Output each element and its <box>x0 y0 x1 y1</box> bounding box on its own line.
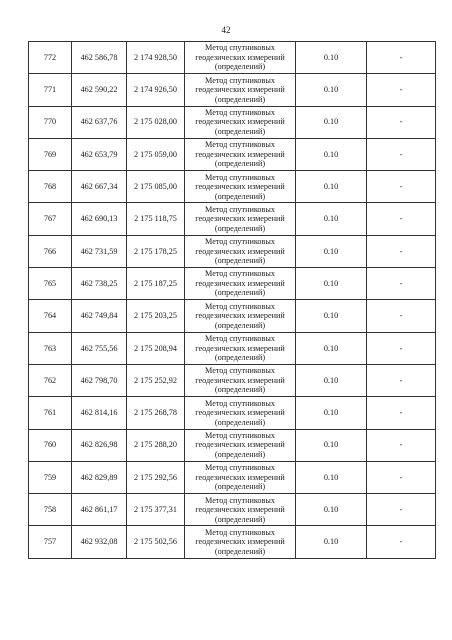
x-coordinate-cell: 462 653,79 <box>72 138 127 170</box>
x-coordinate-cell: 462 749,84 <box>72 300 127 332</box>
method-line: (определений) <box>214 126 266 136</box>
method-line: (определений) <box>214 223 266 233</box>
method-line: геодезических измерений <box>195 117 285 127</box>
method-line: Метод спутниковых <box>205 366 275 376</box>
method-line: Метод спутниковых <box>205 301 275 311</box>
table-row <box>29 268 436 300</box>
method-cell <box>185 203 296 235</box>
method-cell <box>185 106 296 138</box>
method-line: геодезических измерений <box>195 472 285 482</box>
method-line: (определений) <box>214 449 266 459</box>
coordinates-table <box>28 41 436 559</box>
y-coordinate-cell: 2 175 028,00 <box>127 106 185 138</box>
x-coordinate-cell: 462 738,25 <box>72 268 127 300</box>
y-coordinate-cell: 2 175 085,00 <box>127 171 185 203</box>
note-cell: - <box>367 138 436 170</box>
method-line: Метод спутниковых <box>205 398 275 408</box>
method-line: Метод спутниковых <box>205 237 275 247</box>
method-line: Метод спутниковых <box>205 204 275 214</box>
y-coordinate-cell: 2 174 926,50 <box>127 74 185 106</box>
table-row <box>29 332 436 364</box>
x-coordinate-cell: 462 586,78 <box>72 42 127 74</box>
point-number-cell: 767 <box>29 203 72 235</box>
table-row <box>29 106 436 138</box>
accuracy-cell: 0.10 <box>296 235 367 267</box>
accuracy-cell: 0.10 <box>296 332 367 364</box>
method-line: геодезических измерений <box>195 149 285 159</box>
accuracy-cell: 0.10 <box>296 526 367 558</box>
point-number-cell: 771 <box>29 74 72 106</box>
point-number-cell: 757 <box>29 526 72 558</box>
note-cell: - <box>367 106 436 138</box>
x-coordinate-cell: 462 932,08 <box>72 526 127 558</box>
method-line: Метод спутниковых <box>205 43 275 53</box>
note-cell: - <box>367 526 436 558</box>
y-coordinate-cell: 2 175 292,56 <box>127 461 185 493</box>
table-row <box>29 364 436 396</box>
method-line: (определений) <box>214 159 266 169</box>
method-cell <box>185 42 296 74</box>
accuracy-cell: 0.10 <box>296 397 367 429</box>
method-line: геодезических измерений <box>195 52 285 62</box>
method-line: геодезических измерений <box>195 182 285 192</box>
page-number: 42 <box>221 25 231 35</box>
method-line: (определений) <box>214 482 266 492</box>
method-cell <box>185 235 296 267</box>
point-number-cell: 768 <box>29 171 72 203</box>
point-number-cell: 766 <box>29 235 72 267</box>
method-line: геодезических измерений <box>195 537 285 547</box>
y-coordinate-cell: 2 175 268,78 <box>127 397 185 429</box>
accuracy-cell: 0.10 <box>296 42 367 74</box>
x-coordinate-cell: 462 798,70 <box>72 364 127 396</box>
x-coordinate-cell: 462 826,98 <box>72 429 127 461</box>
y-coordinate-cell: 2 175 377,31 <box>127 494 185 526</box>
method-cell <box>185 332 296 364</box>
method-line: Метод спутниковых <box>205 140 275 150</box>
point-number-cell: 772 <box>29 42 72 74</box>
table-row <box>29 42 436 74</box>
table-row <box>29 300 436 332</box>
note-cell: - <box>367 461 436 493</box>
accuracy-cell: 0.10 <box>296 300 367 332</box>
accuracy-cell: 0.10 <box>296 74 367 106</box>
note-cell: - <box>367 268 436 300</box>
method-line: (определений) <box>214 514 266 524</box>
table-row <box>29 526 436 558</box>
method-line: (определений) <box>214 94 266 104</box>
note-cell: - <box>367 397 436 429</box>
y-coordinate-cell: 2 175 252,92 <box>127 364 185 396</box>
table-row <box>29 203 436 235</box>
point-number-cell: 761 <box>29 397 72 429</box>
point-number-cell: 769 <box>29 138 72 170</box>
method-line: Метод спутниковых <box>205 107 275 117</box>
accuracy-cell: 0.10 <box>296 429 367 461</box>
method-line: геодезических измерений <box>195 375 285 385</box>
method-line: Метод спутниковых <box>205 334 275 344</box>
note-cell: - <box>367 171 436 203</box>
table-row <box>29 235 436 267</box>
y-coordinate-cell: 2 175 059,00 <box>127 138 185 170</box>
method-line: Метод спутниковых <box>205 269 275 279</box>
point-number-cell: 762 <box>29 364 72 396</box>
table-row <box>29 138 436 170</box>
method-cell <box>185 138 296 170</box>
x-coordinate-cell: 462 829,89 <box>72 461 127 493</box>
note-cell: - <box>367 42 436 74</box>
y-coordinate-cell: 2 175 203,25 <box>127 300 185 332</box>
method-line: (определений) <box>214 417 266 427</box>
point-number-cell: 765 <box>29 268 72 300</box>
table-row <box>29 74 436 106</box>
y-coordinate-cell: 2 174 928,50 <box>127 42 185 74</box>
point-number-cell: 758 <box>29 494 72 526</box>
y-coordinate-cell: 2 175 178,25 <box>127 235 185 267</box>
x-coordinate-cell: 462 690,13 <box>72 203 127 235</box>
method-line: геодезических измерений <box>195 440 285 450</box>
method-cell <box>185 461 296 493</box>
point-number-cell: 764 <box>29 300 72 332</box>
x-coordinate-cell: 462 861,17 <box>72 494 127 526</box>
method-line: Метод спутниковых <box>205 75 275 85</box>
method-line: Метод спутниковых <box>205 495 275 505</box>
note-cell: - <box>367 235 436 267</box>
note-cell: - <box>367 429 436 461</box>
table-row <box>29 461 436 493</box>
method-line: (определений) <box>214 256 266 266</box>
accuracy-cell: 0.10 <box>296 203 367 235</box>
y-coordinate-cell: 2 175 208,94 <box>127 332 185 364</box>
method-line: (определений) <box>214 353 266 363</box>
method-line: Метод спутниковых <box>205 463 275 473</box>
accuracy-cell: 0.10 <box>296 364 367 396</box>
x-coordinate-cell: 462 755,56 <box>72 332 127 364</box>
method-cell <box>185 494 296 526</box>
point-number-cell: 760 <box>29 429 72 461</box>
x-coordinate-cell: 462 590,22 <box>72 74 127 106</box>
y-coordinate-cell: 2 175 502,56 <box>127 526 185 558</box>
method-line: (определений) <box>214 320 266 330</box>
method-cell <box>185 268 296 300</box>
method-line: геодезических измерений <box>195 85 285 95</box>
method-line: геодезических измерений <box>195 343 285 353</box>
point-number-cell: 763 <box>29 332 72 364</box>
x-coordinate-cell: 462 731,59 <box>72 235 127 267</box>
method-cell <box>185 397 296 429</box>
method-line: (определений) <box>214 288 266 298</box>
method-line: геодезических измерений <box>195 408 285 418</box>
point-number-cell: 770 <box>29 106 72 138</box>
x-coordinate-cell: 462 814,16 <box>72 397 127 429</box>
method-line: геодезических измерений <box>195 246 285 256</box>
y-coordinate-cell: 2 175 118,75 <box>127 203 185 235</box>
table-row <box>29 429 436 461</box>
method-cell <box>185 364 296 396</box>
method-cell <box>185 300 296 332</box>
accuracy-cell: 0.10 <box>296 268 367 300</box>
method-cell <box>185 429 296 461</box>
point-number-cell: 759 <box>29 461 72 493</box>
method-cell <box>185 526 296 558</box>
method-cell <box>185 74 296 106</box>
method-line: (определений) <box>214 62 266 72</box>
method-cell <box>185 171 296 203</box>
accuracy-cell: 0.10 <box>296 138 367 170</box>
accuracy-cell: 0.10 <box>296 461 367 493</box>
coordinates-table-body <box>29 42 436 559</box>
note-cell: - <box>367 300 436 332</box>
table-row <box>29 171 436 203</box>
accuracy-cell: 0.10 <box>296 106 367 138</box>
method-line: Метод спутниковых <box>205 430 275 440</box>
method-line: геодезических измерений <box>195 311 285 321</box>
note-cell: - <box>367 332 436 364</box>
method-line: Метод спутниковых <box>205 527 275 537</box>
note-cell: - <box>367 364 436 396</box>
y-coordinate-cell: 2 175 187,25 <box>127 268 185 300</box>
method-line: геодезических измерений <box>195 278 285 288</box>
x-coordinate-cell: 462 637,76 <box>72 106 127 138</box>
y-coordinate-cell: 2 175 288,20 <box>127 429 185 461</box>
method-line: Метод спутниковых <box>205 172 275 182</box>
method-line: геодезических измерений <box>195 505 285 515</box>
method-line: (определений) <box>214 385 266 395</box>
x-coordinate-cell: 462 667,34 <box>72 171 127 203</box>
note-cell: - <box>367 74 436 106</box>
method-line: геодезических измерений <box>195 214 285 224</box>
table-row <box>29 397 436 429</box>
note-cell: - <box>367 494 436 526</box>
accuracy-cell: 0.10 <box>296 494 367 526</box>
accuracy-cell: 0.10 <box>296 171 367 203</box>
table-row <box>29 494 436 526</box>
method-line: (определений) <box>214 546 266 556</box>
note-cell: - <box>367 203 436 235</box>
method-line: (определений) <box>214 191 266 201</box>
